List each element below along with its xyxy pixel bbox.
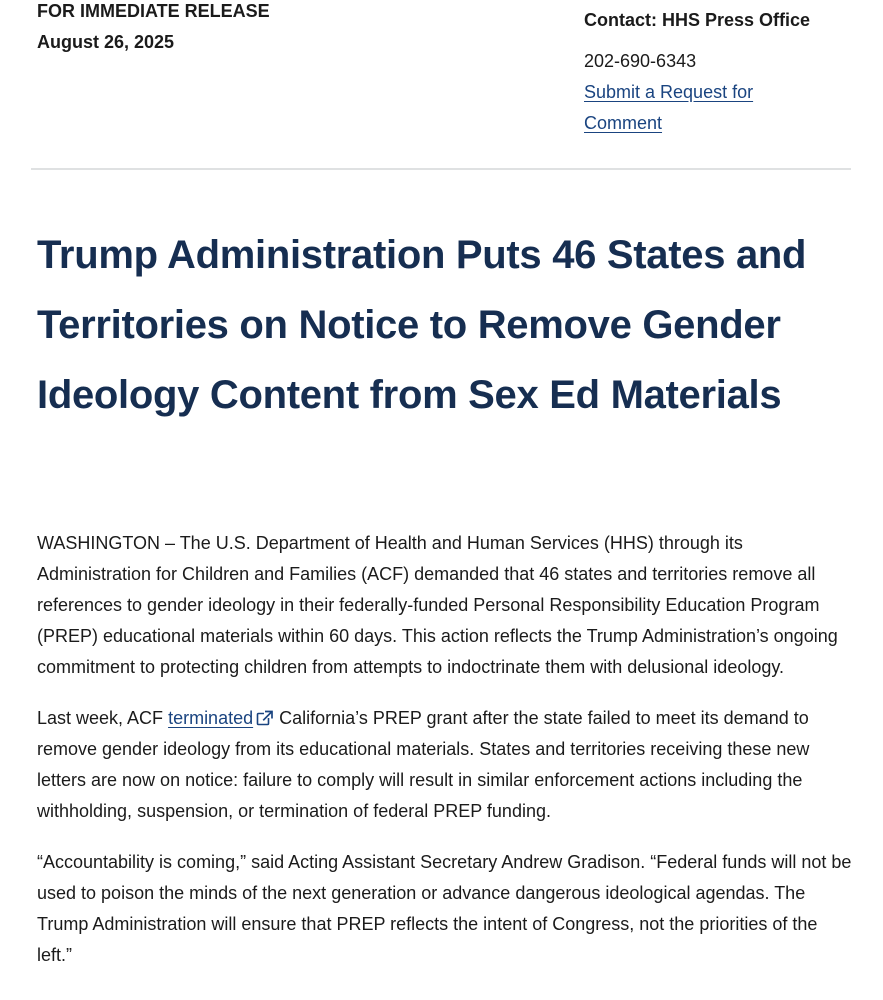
external-link-icon: [256, 705, 274, 721]
release-info: [37, 0, 457, 52]
page-title: Trump Administration Puts 46 States and Territories on Notice to Remove Gender Ideology Content from Sex Ed Materials: [37, 233, 807, 417]
release-date: August 26, 2025: [37, 32, 175, 52]
paragraph-intro: WASHINGTON – The U.S. Department of Health and Human Services (HHS) through its Administration for Children and Families (ACF) demanded that 46 states and territories remove all references to gender ideology in their federally-funded Personal Responsibility Education Program (PREP) educational materials within 60 days. This action reflects the Trump Administration’s ongoing commitment to protecting children from attempts to indoctrinate them with delusional ideology.: [37, 533, 838, 677]
contact-info: [584, 9, 854, 139]
terminated-link[interactable]: terminated: [168, 708, 254, 728]
contact-title: Contact: HHS Press Office: [584, 10, 811, 30]
paragraph-quote: “Accountability is coming,” said Acting Assistant Secretary Andrew Gradison. “Federal funds will not be used to poison the minds of the next generation or advance dangerous ideological agendas. The Trump Administration will ensure that PREP reflects the intent of Congress, not the priorities of the left.”: [37, 852, 852, 965]
paragraph-termination-lead: Last week, ACF: [37, 708, 169, 728]
submit-request-link[interactable]: Submit a Request for Comment: [584, 82, 754, 133]
release-label: FOR IMMEDIATE RELEASE: [37, 1, 270, 21]
header-divider: [31, 168, 851, 170]
article-body: [37, 528, 857, 991]
paragraph-termination: [37, 703, 857, 827]
contact-phone: 202-690-6343: [584, 51, 697, 71]
paragraph-termination-rest: California’s PREP grant after the state failed to meet its demand to remove gender ideology from its educational materials. States and territories receiving these new letters are now on notice: failure to comply will result in similar enforcement actions including the withholding, suspension, or termination of federal PREP funding.: [37, 708, 810, 821]
